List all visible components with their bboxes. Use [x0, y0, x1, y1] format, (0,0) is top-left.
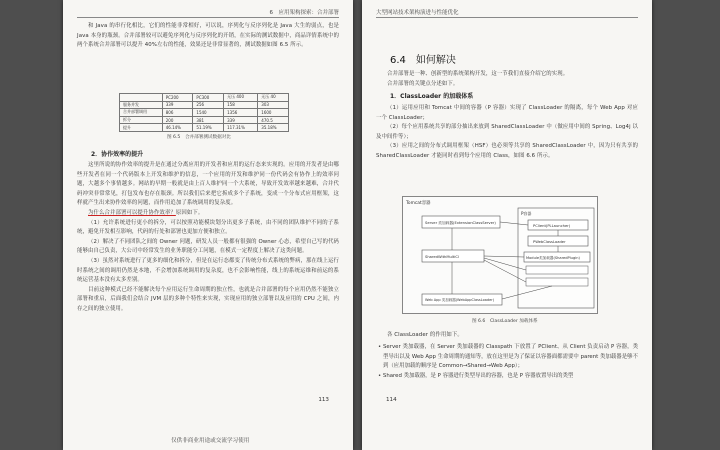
- pweb-label: PWebClassLoader: [533, 240, 566, 244]
- diagram-caption: 图 6.6 ClassLoader 加载体系: [472, 319, 538, 324]
- table-header-row: PC200 PC300 无压 400 无压 40: [120, 94, 289, 102]
- body-paragraphs: [77, 161, 339, 315]
- paragraph: （3）虽然对系统进行了更多的细化和拆分，但是在运行态都变了传统分布式系统的弊病，那在线上运行时系统之间的调用仍然是本地，不会增加系统调用的复杂度，也不会影响性能，线上的系统运维和前运的系统运营基本没有太多差别。: [77, 257, 339, 284]
- table-row: 合并部署调用 806 1540 1356 1600: [120, 109, 289, 117]
- footer-note: 仅供非商业用途或交流学习使用: [171, 438, 250, 444]
- webapp-loader-label: Web App 类加载器(WebAppClassLoader): [425, 298, 495, 302]
- module-box-3: [526, 278, 588, 286]
- question-line: 为什么合并部署可以提升协作效率？原因如下。: [88, 209, 204, 216]
- page-114: [362, 0, 652, 450]
- table-row: 服务并发 339 256 158 303: [120, 101, 289, 109]
- running-head: 6 应用架构探索：合并部署: [269, 10, 339, 16]
- bullet-list: [376, 343, 638, 381]
- paragraph: 这里所说的协作效率的提升是在通过分离应用的开发者和应用的运行态来实现的。应用的开发者是由哪些开发者在同一个代码版本上开发和维护的信息，一个应用的开发和维护同一份代码会有协作上的效率问题，大越多个事情越多。网站的早期一般就是由上百人维护同一个大系统，导致开发效率越来越难，合并代码冲突非常常见，打包发布也存在瓶颈。所以我们后来把它拆成多个子系统，变成一个分布式应用框架，这样就产生出来协作效率的问题，而作用追加了系统调用的复杂度。: [77, 162, 339, 207]
- table-row: 提升 46.14% 51.19% 117.31% 35.18%: [120, 124, 289, 132]
- section-title: 2．协作效率的提升: [91, 151, 144, 158]
- header-rule: [376, 17, 638, 18]
- list-item: • Shared 类加载器，是 P 容器进行类型导出的容器，也是 P 容器放置导出的类型: [378, 372, 574, 379]
- shared-loader-label: SharedWithMultiCl: [425, 255, 459, 259]
- page-number: 113: [318, 397, 329, 403]
- module-box-2: [526, 266, 588, 274]
- intro-text: 合并部署是一种、创新型的系统架构开发，这一节我们直接介绍它的实现。 合并部署的关键点分述如下。: [387, 71, 569, 87]
- server-loader-label: Server 类加载器(ExtensionClassServer): [425, 221, 496, 225]
- p-container-label: P容器: [521, 211, 532, 216]
- paragraph: （3）应用之间的分布式调用框架（HSF）也必须等共享的 SharedClassLoader 中，因为只有共享的 SharedClassLoader 才能同时看到每个应用的 Class，如图 6.6 所示。: [376, 143, 638, 159]
- table-caption: 图 6.5 合并部署测试数据对比: [167, 135, 231, 140]
- loader-points: [376, 104, 638, 162]
- page-number: 114: [386, 397, 397, 403]
- section-heading: 6.4 如何解决: [390, 55, 456, 66]
- paragraph: （2）解决了不同团队之间的 Owner 问题，研发人员一般都有很强的 Owner 心态，希望自己写的代码能够由自己负责，大公司中经常发生的业务职能分工问题，在模式一定程度上解决了这类问题。: [77, 238, 339, 255]
- list-item: • Server 类加载器，在 Server 类加载器的 Classpath 下放置了 PClient、从 Client 负责启动 P 容器，类型导出以及 Web App 生命周期的通知等，放在这里是为了保证以容器面都需要中 parent 类加载器是够不到（应用加载的顺序是 Common→Shared→Web App）；: [378, 344, 638, 370]
- module-label: Module类加载器(SharedPlugin): [526, 256, 580, 260]
- page-113: [63, 0, 353, 450]
- pclient-label: PClient(PLLauncher): [533, 224, 571, 228]
- paragraph: （2）每个应用系统共享的部分抽出来放到 SharedClassLoader 中（做应用中间的 Spring、Log4j 以及中间件等）；: [376, 124, 638, 140]
- table-row: 拆分 200 381 339 470.5: [120, 116, 289, 124]
- running-head: 大型网站技术架构演进与性能优化: [376, 10, 459, 16]
- header-rule: [77, 17, 339, 18]
- paragraph: （1）运用应用和 Tomcat 中间的容器（P 容器）实现了 ClassLoader 的隔离，每个 Web App 对应一个 ClassLoader；: [376, 105, 638, 121]
- classloader-diagram: [402, 196, 598, 314]
- subsection-title: 1．ClassLoader 的加载体系: [390, 93, 474, 100]
- paragraph: 目前这种模式已经不能解决每个应用运行生命周期的独立性，也就是合并部署的每个应用仍然不能独立部署和重启，后面我们会结合 JVM 层的多种个特性来实现，实现应用的独立部署以及应用的 CPU 之间，内存之间的独立使用。: [77, 286, 339, 312]
- perf-table: [119, 93, 289, 132]
- paragraph: （1）允许系统进行更小的拆分，可以按照功能模块划分出更多子系统，由不同的团队维护不同的子系统，避免开发相互影响，代码的行处和部署也更加方便和独立。: [77, 219, 339, 236]
- after-diagram-text: 各 ClassLoader 的作用如下。: [387, 332, 463, 338]
- highlighted-question: 为什么合并部署可以提升协作效率？: [88, 209, 176, 216]
- top-paragraph: 和 Java 的串行化相比，它们的性能非常相好，可以说，序列化与反序列化是 Java 大生的弱点，也是 Java 本身的瓶颈。合并部署较可以避免序列化与反序列化的开销，在实际的测试数据中，商品详情系统中的两个系统合并部署可以提升 40%左右的性能，效果还是非常显著的，测试数据如图 6.5 所示。: [77, 23, 339, 49]
- tomcat-label: Tomcat容器: [406, 201, 431, 206]
